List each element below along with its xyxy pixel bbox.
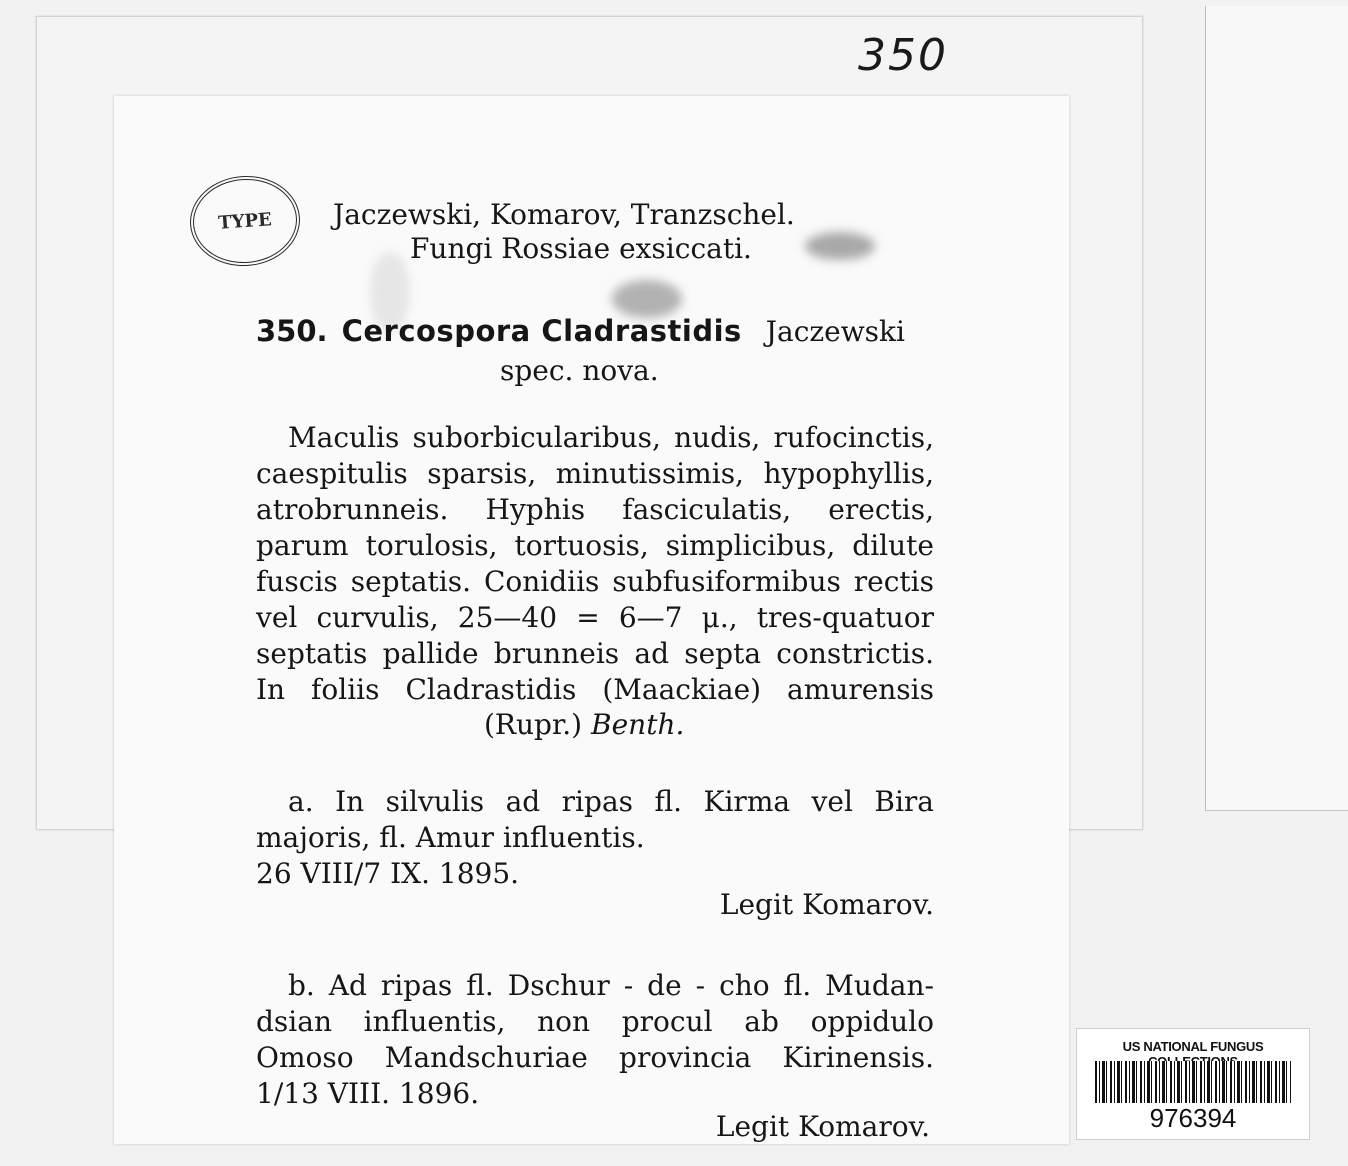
locality-a — [256, 784, 934, 892]
collector-a: Legit Komarov. — [719, 888, 934, 921]
species-name: Cercospora Cladrastidis — [341, 314, 742, 348]
description-line: septatis pallide brunneis ad septa constrictis. — [256, 637, 934, 670]
description-line: Maculis suborbicularibus, nudis, rufocinctis, — [288, 421, 934, 454]
barcode-institution: US NATIONAL FUNGUS — [1122, 1039, 1264, 1054]
host-authority-benth: Benth. — [591, 708, 685, 741]
description-line: atrobrunneis. Hyphis fasciculatis, erectis, — [256, 493, 934, 526]
handwritten-sheet-number: 350 — [858, 30, 948, 81]
locality-line: 1/13 VIII. 1896. — [256, 1077, 480, 1110]
species-description — [256, 420, 934, 708]
label-authors: Jaczewski, Komarov, Tranzschel. — [333, 198, 795, 231]
barcode-icon — [1095, 1061, 1291, 1103]
description-line: parum torulosis, tortuosis, simplicibus, dilute — [256, 529, 934, 562]
collector-b: Legit Komarov. — [715, 1110, 930, 1143]
description-line: vel curvulis, 25—40 = 6—7 μ., tres-quatuor — [256, 601, 934, 634]
label-series: Fungi Rossiae exsiccati. — [410, 232, 752, 265]
locality-line: a. In silvulis ad ripas fl. Kirma vel Bira — [288, 785, 934, 818]
locality-line: majoris, fl. Amur influentis. — [256, 821, 645, 854]
locality-line: b. Ad ripas fl. Dschur - de - cho fl. Mudan- — [288, 969, 934, 1002]
host-authority — [484, 708, 684, 742]
adjacent-sheet — [1205, 6, 1348, 811]
description-line: fuscis septatis. Conidiis subfusiformibus rectis — [256, 565, 934, 598]
host-authority-rupr: (Rupr.) — [484, 708, 583, 741]
barcode-number: 976394 — [1149, 1103, 1237, 1133]
locality-line: Omoso Mandschuriae provincia Kirinensis. — [256, 1041, 934, 1074]
locality-line: dsian influentis, non procul ab oppidulo — [256, 1005, 934, 1038]
locality-b — [256, 968, 934, 1112]
stain-mark — [612, 280, 682, 318]
locality-line: 26 VIII/7 IX. 1895. — [256, 857, 520, 890]
description-line: caespitulis sparsis, minutissimis, hypophyllis, — [256, 457, 934, 490]
type-stamp: TYPE — [187, 172, 303, 269]
species-author: Jaczewski — [765, 315, 905, 348]
species-number: 350. — [256, 314, 328, 348]
species-heading — [256, 314, 905, 349]
stain-mark — [805, 232, 875, 260]
barcode-label — [1076, 1028, 1310, 1140]
description-line: In foliis Cladrastidis (Maackiae) amurensis — [256, 673, 934, 706]
species-status: spec. nova. — [500, 354, 659, 387]
